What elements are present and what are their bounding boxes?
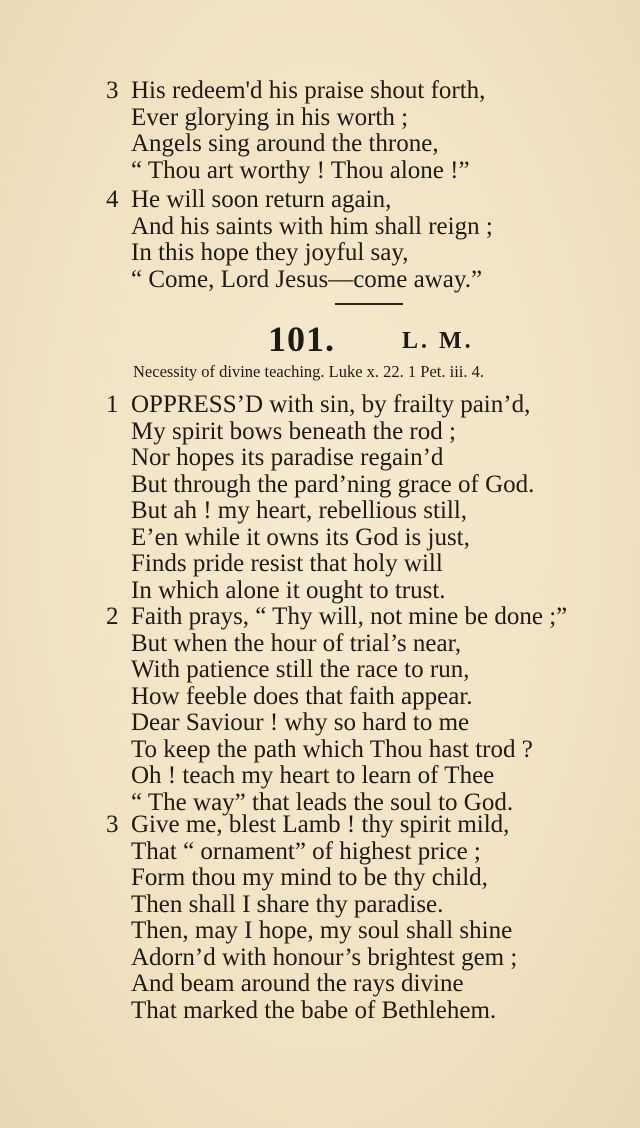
verse-line: In which alone it ought to trust.: [131, 576, 446, 604]
section-divider: [335, 303, 403, 305]
verse-line: Angels sing around the throne,: [131, 130, 439, 157]
verse-line: Form thou my mind to be thy child,: [131, 864, 488, 891]
verse-line: “ Come, Lord Jesus—come away.”: [131, 265, 483, 293]
verse-line: But when the hour of trial’s near,: [131, 629, 462, 657]
stanza-number: 3: [106, 811, 119, 838]
verse-line: And his saints with him shall reign ;: [131, 212, 493, 240]
stanza-number: 1: [106, 391, 119, 418]
verse-line: He will soon return again,: [131, 186, 392, 213]
verse-line: Then shall I share thy paradise.: [131, 890, 444, 918]
verse-line: With patience still the race to run,: [131, 656, 470, 683]
verse-line: Give me, blest Lamb ! thy spirit mild,: [131, 811, 510, 838]
verse-line: E’en while it owns its God is just,: [131, 523, 470, 551]
verse-line: Then, may I hope, my soul shall shine: [131, 917, 513, 944]
verse-line: “ The way” that leads the soul to God.: [131, 788, 514, 816]
hymn-number: 101.: [268, 319, 335, 359]
verse-line: Finds pride resist that holy will: [131, 550, 443, 577]
verse-line: That “ ornament” of highest price ;: [131, 837, 481, 865]
verse-line: Adorn’d with honour’s brightest gem ;: [131, 943, 518, 971]
hymn-subtitle: Necessity of divine teaching. Luke x. 22. 1 Pet. iii. 4.: [133, 362, 485, 381]
verse-line: Oh ! teach my heart to learn of Thee: [131, 762, 495, 789]
verse-line: That marked the babe of Bethlehem.: [131, 996, 497, 1024]
verse-line: In this hope they joyful say,: [131, 239, 409, 266]
stanza-number: 3: [106, 77, 119, 104]
verse-line: Dear Saviour ! why so hard to me: [131, 709, 470, 736]
verse-line: OPPRESS’D with sin, by frailty pain’d,: [131, 391, 531, 418]
verse-line: How feeble does that faith appear.: [131, 682, 473, 710]
verse-line: His redeem'd his praise shout forth,: [131, 77, 486, 104]
verse-line: Nor hopes its paradise regain’d: [131, 444, 444, 471]
verse-line: To keep the path which Thou hast trod ?: [131, 735, 533, 763]
verse-line: But ah ! my heart, rebellious still,: [131, 497, 468, 524]
verse-line: Ever glorying in his worth ;: [131, 103, 409, 131]
verse-line: But through the pard’ning grace of God.: [131, 470, 535, 498]
verse-line: Faith prays, “ Thy will, not mine be done ;”: [131, 603, 568, 630]
verse-line: My spirit bows beneath the rod ;: [131, 417, 456, 445]
stanza-number: 2: [106, 603, 119, 630]
hymn-meter: L. M.: [402, 328, 474, 354]
stanza-number: 4: [106, 186, 119, 213]
verse-line: “ Thou art worthy ! Thou alone !”: [131, 156, 470, 184]
verse-line: And beam around the rays divine: [131, 970, 464, 997]
